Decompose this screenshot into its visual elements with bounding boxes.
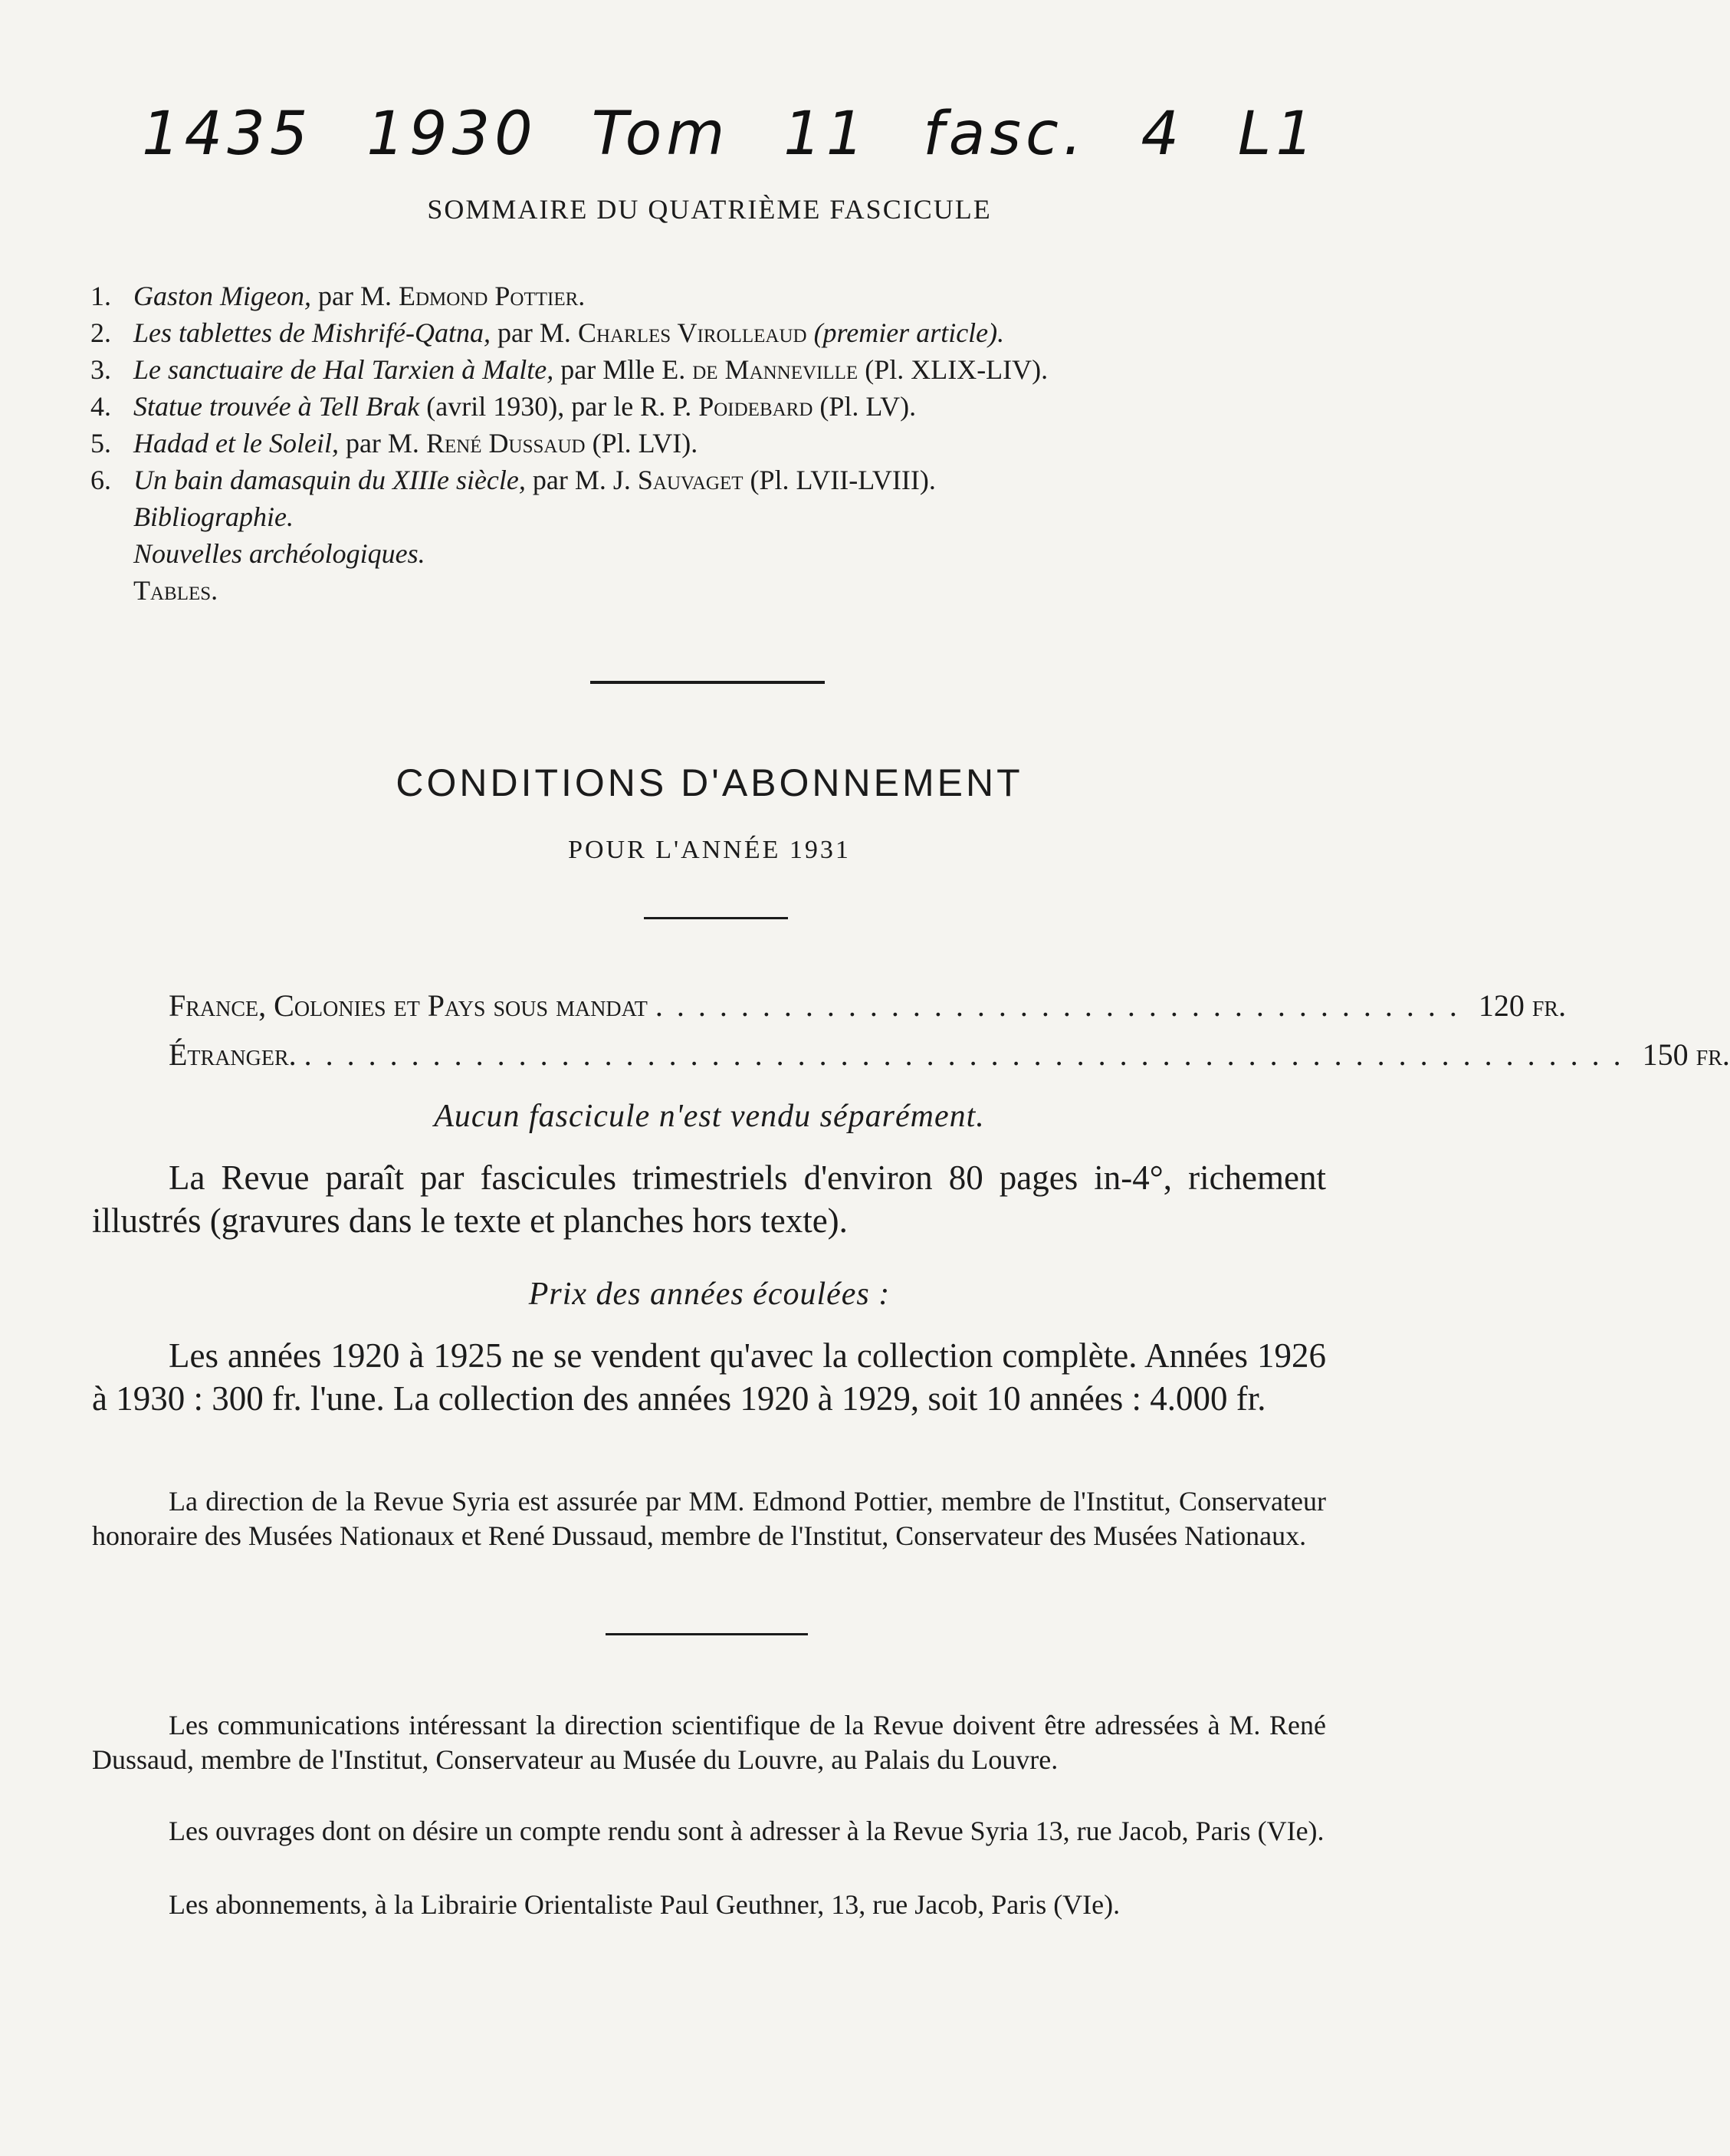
prix-paragraph-text: Les années 1920 à 1925 ne se vendent qu'avec la collection complète. Années 1926 à 1930 : 300 fr. l'une. La collection des années 1920 à 1929, soit 10 années : 4.000 fr. bbox=[92, 1336, 1326, 1418]
section-divider bbox=[606, 1633, 808, 1635]
leader-dots: .............................................................. bbox=[304, 1037, 1635, 1072]
toc-item-after: (Pl. LV). bbox=[812, 391, 917, 422]
toc-item-number: 1. bbox=[90, 281, 111, 311]
toc-item bbox=[90, 425, 1348, 462]
section-divider bbox=[590, 681, 825, 684]
price-row-etranger bbox=[169, 1037, 1730, 1073]
toc-item-by: par M. J. bbox=[525, 465, 638, 495]
toc-item bbox=[90, 278, 1348, 314]
toc-item-title: Statue trouvée à Tell Brak bbox=[133, 391, 420, 422]
toc-item-title: Les tablettes de Mishrifé-Qatna, bbox=[133, 317, 491, 348]
toc-extra-bibliographie: Bibliographie. bbox=[133, 501, 294, 532]
toc-item-number: 5. bbox=[90, 428, 111, 458]
toc-item-title: Gaston Migeon, bbox=[133, 281, 311, 311]
toc-item-title: Le sanctuaire de Hal Tarxien à Malte, bbox=[133, 354, 554, 385]
toc-item bbox=[90, 388, 1348, 425]
notice-not-sold-separately: Aucun fascicule n'est vendu séparément. bbox=[434, 1099, 985, 1134]
table-of-contents bbox=[90, 278, 1348, 609]
toc-item-after: (premier article). bbox=[806, 317, 1005, 348]
toc-extra-tables: Tables. bbox=[133, 575, 218, 606]
toc-item-number: 6. bbox=[90, 465, 111, 495]
ouvrages-text: Les ouvrages dont on désire un compte rendu sont à adresser à la Revue Syria 13, rue Jacob, Paris (VIe). bbox=[169, 1816, 1325, 1846]
toc-item-by: (avril 1930), par le R. P. bbox=[419, 391, 699, 422]
toc-item-number: 2. bbox=[90, 317, 111, 348]
summary-title: SOMMAIRE DU QUATRIÈME FASCICULE bbox=[427, 194, 992, 225]
toc-item bbox=[90, 351, 1348, 388]
toc-item-author: de Manneville bbox=[692, 354, 858, 385]
toc-item-after: (Pl. LVI). bbox=[585, 428, 698, 458]
toc-item-author: Poidebard bbox=[698, 391, 813, 422]
ouvrages-paragraph bbox=[92, 1814, 1326, 1849]
conditions-year: POUR L'ANNÉE 1931 bbox=[568, 836, 851, 864]
toc-item-by: par M. bbox=[310, 281, 399, 311]
toc-item bbox=[90, 462, 1348, 498]
abonnements-paragraph bbox=[92, 1888, 1326, 1922]
prix-title: Prix des années écoulées : bbox=[528, 1277, 891, 1312]
toc-item bbox=[90, 314, 1348, 351]
conditions-divider bbox=[644, 917, 788, 919]
communications-text: Les communications intéressant la direction scientifique de la Revue doivent être adressées à M. René Dussaud, membre de l'Institut, Conservateur au Musée du Louvre, au Palais du Louvre. bbox=[92, 1710, 1326, 1775]
leader-dots: ...................................... bbox=[655, 988, 1471, 1023]
toc-item-by: par Mlle E. bbox=[553, 354, 693, 385]
toc-item-by: par M. bbox=[490, 317, 578, 348]
toc-item-author: Charles Virolleaud bbox=[577, 317, 807, 348]
toc-item-author: Sauvaget bbox=[637, 465, 744, 495]
toc-item-after: (Pl. LVII-LVIII). bbox=[743, 465, 936, 495]
price-row-france bbox=[169, 988, 1567, 1024]
toc-item-author: Edmond Pottier bbox=[398, 281, 579, 311]
abonnements-text: Les abonnements, à la Librairie Orientaliste Paul Geuthner, 13, rue Jacob, Paris (VIe). bbox=[169, 1889, 1121, 1920]
revue-paragraph-text: La Revue paraît par fascicules trimestriels d'environ 80 pages in-4°, richement illustrés (gravures dans le texte et planches hors texte). bbox=[92, 1159, 1326, 1240]
price-label: Étranger. bbox=[169, 1037, 297, 1072]
communications-paragraph bbox=[92, 1708, 1326, 1777]
toc-item-after: (Pl. XLIX-LIV). bbox=[858, 354, 1049, 385]
toc-item-after: . bbox=[578, 281, 586, 311]
toc-item-author: René Dussaud bbox=[425, 428, 586, 458]
toc-item-title: Un bain damasquin du XIIIe siècle, bbox=[133, 465, 526, 495]
direction-paragraph bbox=[92, 1484, 1326, 1553]
price-amount: 120 fr. bbox=[1478, 988, 1567, 1023]
toc-item-number: 4. bbox=[90, 391, 111, 422]
toc-item-number: 3. bbox=[90, 354, 111, 385]
revue-paragraph bbox=[92, 1156, 1326, 1242]
direction-paragraph-text: La direction de la Revue Syria est assurée par MM. Edmond Pottier, membre de l'Institut, Conservateur honoraire des Musées Nationaux et René Dussaud, membre de l'Institut, Conservateur des Musées Nationaux. bbox=[92, 1486, 1326, 1551]
prix-paragraph bbox=[92, 1334, 1326, 1420]
handwritten-catalog-note: 1435 1930 Tom 11 fasc. 4 L1 bbox=[142, 100, 1319, 169]
price-amount: 150 fr. bbox=[1642, 1037, 1730, 1072]
conditions-title: CONDITIONS D'ABONNEMENT bbox=[396, 761, 1023, 804]
toc-item-by: par M. bbox=[338, 428, 426, 458]
toc-item-title: Hadad et le Soleil, bbox=[133, 428, 339, 458]
price-label: France, Colonies et Pays sous mandat bbox=[169, 988, 648, 1023]
toc-extra-nouvelles: Nouvelles archéologiques. bbox=[133, 538, 425, 569]
